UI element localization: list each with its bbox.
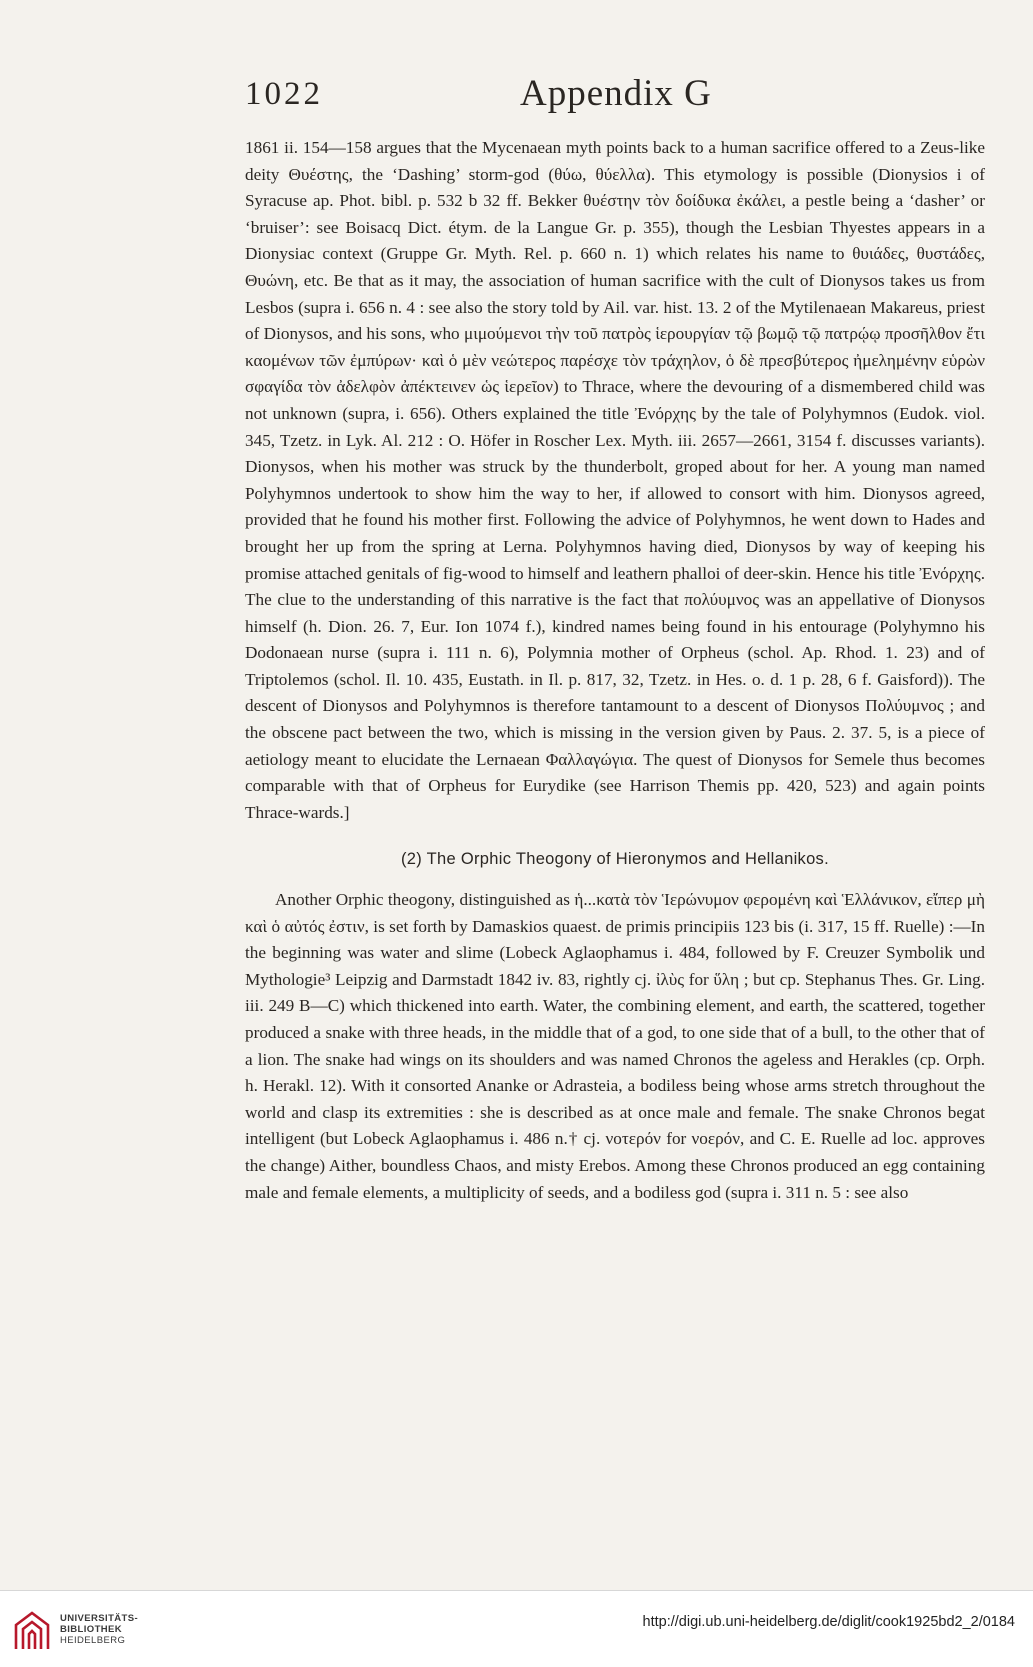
- page-body: [245, 135, 985, 1206]
- section-heading: (2) The Orphic Theogony of Hieronymos and Hellanikos.: [401, 850, 829, 869]
- running-head: Appendix G: [520, 73, 712, 114]
- ub-heidelberg-logo-icon: [12, 1609, 52, 1653]
- paragraph-orphic-theogony: Another Orphic theogony, distinguished as ἡ...κατὰ τὸν Ἱερώνυμον φερομένη καὶ Ἑλλάνικον, εἴπερ μὴ καὶ ὁ αὐτός ἐστιν, is set forth by Damaskios quaest. de primis principiis 123 bis (i. 317, 15 ff. Ruelle) :—In the beginning was water and slime (Lobeck Aglaophamus i. 484, followed by F. Creuzer Symbolik und Mythologie³ Leipzig and Darmstadt 1842 iv. 83, rightly cj. ἰλὺς for ὕλη ; but cp. Stephanus Thes. Gr. Ling. iii. 249 B—C) which thickened into earth. Water, the combining element, and earth, the scattered, together produced a snake with three heads, in the middle that of a god, to one side that of a bull, to the other that of a lion. The snake had wings on its shoulders and was named Chronos the ageless and Herakles (cp. Orph. h. Herakl. 12). With it consorted Ananke or Adrasteia, a bodiless being whose arms stretch throughout the world and clasp its extremities : she is described as at once male and female. The snake Chronos begat intelligent (but Lobeck Aglaophamus i. 486 n.† cj. νοτερόν for νοερόν, and C. E. Ruelle ad loc. approves the change) Aither, boundless Chaos, and misty Erebos. Among these Chronos produced an egg containing male and female elements, a multiplicity of seeds, and a bodiless god (supra i. 311 n. 5 : see also: [245, 890, 985, 1202]
- digitization-footer: [0, 1590, 1033, 1667]
- paragraph-continued: 1861 ii. 154—158 argues that the Mycenaean myth points back to a human sacrifice offered to a Zeus-like deity Θυέστης, the ‘Dashing’ storm-god (θύω, θύελλα). This etymology is possible (Dionysios i of Syracuse ap. Phot. bibl. p. 532 b 32 ff. Bekker θυέστην τὸν δοίδυκα ἐκάλει, a pestle being a ‘dasher’ or ‘bruiser’: see Boisacq Dict. étym. de la Langue Gr. p. 355), though the Lesbian Thyestes appears in a Dionysiac context (Gruppe Gr. Myth. Rel. p. 660 n. 1) which relates his name to θυιάδες, θυστάδες, Θυώνη, etc. Be that as it may, the association of human sacrifice with the cult of Dionysos takes us from Lesbos (supra i. 656 n. 4 : see also the story told by Ail. var. hist. 13. 2 of the Mytilenaean Makareus, priest of Dionysos, and his sons, who μιμούμενοι τὴν τοῦ πατρὸς ἱερουργίαν τῷ βωμῷ τῷ πατρῴῳ προσῆλθον ἔτι καομένων τῶν ἐμπύρων· καὶ ὁ μὲν νεώτερος παρέσχε τὸν τράχηλον, ὁ δὲ πρεσβύτερος ἠμελημένην εὑρὼν σφαγίδα τὸν ἀδελφὸν ἀπέκτεινεν ὡς ἱερεῖον) to Thrace, where the devouring of a dismembered child was not unknown (supra, i. 656). Others explained the title Ἐνόρχης by the tale of Polyhymnos (Eudok. viol. 345, Tzetz. in Lyk. Al. 212 : O. Höfer in Roscher Lex. Myth. iii. 2657—2661, 3154 f. discusses variants). Dionysos, when his mother was struck by the thunderbolt, groped about for her. A young man named Polyhymnos undertook to show him the way to her, if allowed to consort with him. Dionysos agreed, provided that he found his mother first. Following the advice of Polyhymnos, he went down to Hades and brought her up from the spring at Lerna. Polyhymnos having died, Dionysos by way of keeping his promise attached genitals of fig-wood to himself and leathern phalloi of deer-skin. Hence his title Ἐνόρχης. The clue to the understanding of this narrative is the fact that πολύυμνος was an appellative of Dionysos himself (h. Dion. 26. 7, Eur. Ion 1074 f.), kindred names being found in his entourage (Polyhymno his Dodonaean nurse (supra i. 111 n. 6), Polymnia mother of Orpheus (schol. Ap. Rhod. 1. 23) and of Triptolemos (schol. Il. 10. 435, Eustath. in Il. p. 817, 32, Tzetz. in Hes. o. d. 1 p. 28, 6 f. Gaisford)). The descent of Dionysos and Polyhymnos is therefore tantamount to a descent of Dionysos Πολύυμνος ; and the obscene pact between the two, which is missing in the version given by Paus. 2. 37. 5, is a piece of aetiology meant to elucidate the Lernaean Φαλλαγώγια. The quest of Dionysos for Semele thus becomes comparable with that of Orpheus for Eurydike (see Harrison Themis pp. 420, 523) and again points Thrace-wards.]: [245, 138, 985, 822]
- library-name: UNIVERSITÄTS- BIBLIOTHEK HEIDELBERG: [60, 1613, 139, 1646]
- page-header: [245, 72, 985, 122]
- source-url-link[interactable]: http://digi.ub.uni-heidelberg.de/diglit/cook1925bd2_2/0184: [642, 1614, 1015, 1630]
- page-number: 1022: [245, 76, 323, 112]
